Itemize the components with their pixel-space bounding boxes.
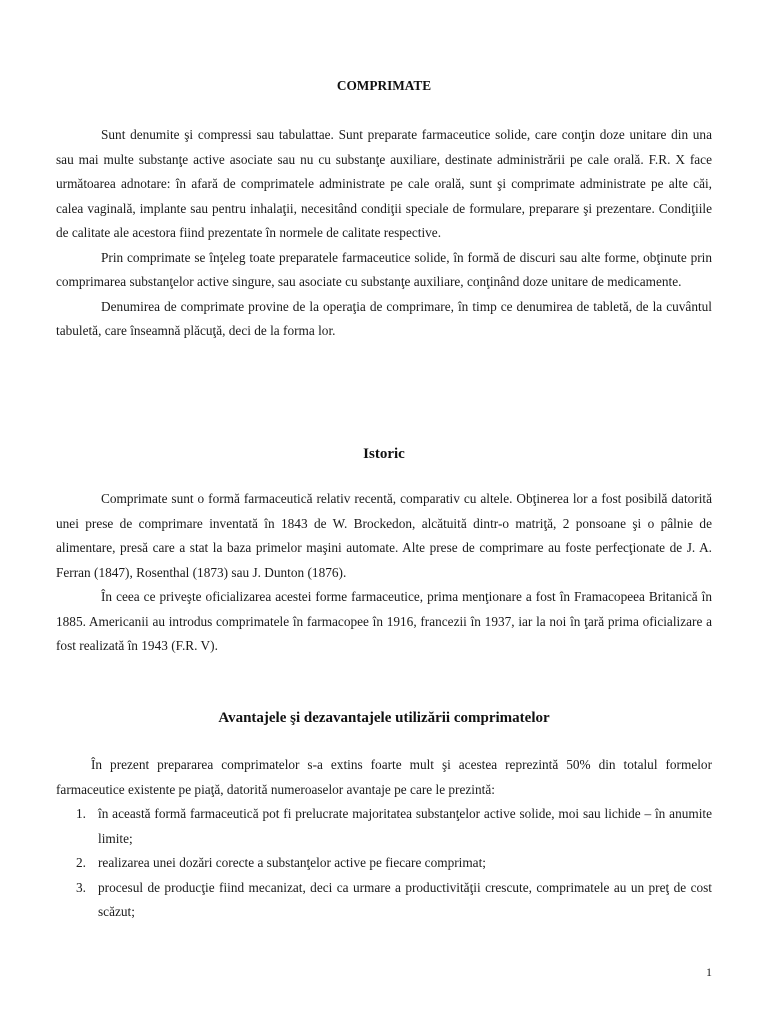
paragraph: Prin comprimate se înţeleg toate preparatele farmaceutice solide, în formă de discuri sau alte forme, obţinute prin comprimarea substanţelor active singure, sau asociate cu substanţe auxiliare, conţinând doze unitare de medicamente.: [56, 249, 712, 289]
paragraph: În ceea ce priveşte oficializarea acestei forme farmaceutice, prima menţionare a fost în Framacopeea Britanică în 1885. Americanii au introdus comprimatele în farmacopee în 1916, francezii în 1937, iar la noi în ţară prima oficializare a fost realizată în 1943 (F.R. V).: [56, 589, 712, 653]
list-item-text: în această formă farmaceutică pot fi prelucrate majoritatea substanţelor active solide, moi sau lichide – în anumite limite;: [98, 806, 712, 846]
section-heading-istoric: Istoric: [363, 446, 405, 462]
list-item: [56, 876, 712, 925]
list-item: [56, 851, 712, 876]
document-title: COMPRIMATE: [336, 78, 432, 93]
paragraph: În prezent prepararea comprimatelor s-a extins foarte mult şi acestea reprezintă 50% din totalul formelor farmaceutice existente pe piaţă, datorită numeroaselor avantaje pe care le prezintă:: [56, 757, 712, 797]
list-item: [56, 802, 712, 851]
paragraph: Comprimate sunt o formă farmaceutică relativ recentă, comparativ cu altele. Obţinerea lor a fost posibilă datorită unei prese de comprimare inventată în 1843 de W. Brockedon, alcătuită dintr-o matriţă, 2 ponsoane şi o pâlnie de alimentare, presă care a stat la baza primelor maşini automate. Alte prese de comprimare au foste perfecţionate de J. A. Ferran (1847), Rosenthal (1873) sau J. Dunton (1876).: [56, 491, 712, 580]
advantages-list: [56, 802, 712, 925]
page-number: 1: [706, 965, 712, 979]
list-item-text: realizarea unei dozări corecte a substanţelor active pe fiecare comprimat;: [98, 855, 486, 870]
list-item-number: 2.: [76, 855, 86, 870]
section-heading-avantaje: Avantajele şi dezavantajele utilizării comprimatelor: [218, 710, 550, 726]
paragraph: Sunt denumite şi compressi sau tabulattae. Sunt preparate farmaceutice solide, care conţin doze unitare din una sau mai multe substanţe active asociate sau nu cu substanţe auxiliare, destinate administrării pe cale orală. F.R. X face următoarea adnotare: în afară de comprimatele administrate pe cale orală, sunt şi comprimate administrate pe alte căi, calea vaginală, implante sau pentru inhalaţii, necesitând condiţii speciale de formulare, preparare şi prezentare. Condiţiile de calitate ale acestora fiind prezentate în normele de calitate respective.: [56, 127, 712, 240]
list-item-number: 1.: [76, 806, 86, 821]
list-item-number: 3.: [76, 879, 86, 895]
paragraph: Denumirea de comprimate provine de la operaţia de comprimare, în timp ce denumirea de tabletă, de la cuvântul tabuletă, care înseamnă plăcuţă, deci de la forma lor.: [56, 298, 712, 338]
list-item-text: procesul de producţie fiind mecanizat, deci ca urmare a productivităţii crescute, comprimatele au un preţ de cost scăzut;: [98, 879, 712, 919]
istoric-section: [56, 487, 712, 659]
avantaje-section: [56, 753, 712, 925]
intro-section: [56, 123, 712, 344]
